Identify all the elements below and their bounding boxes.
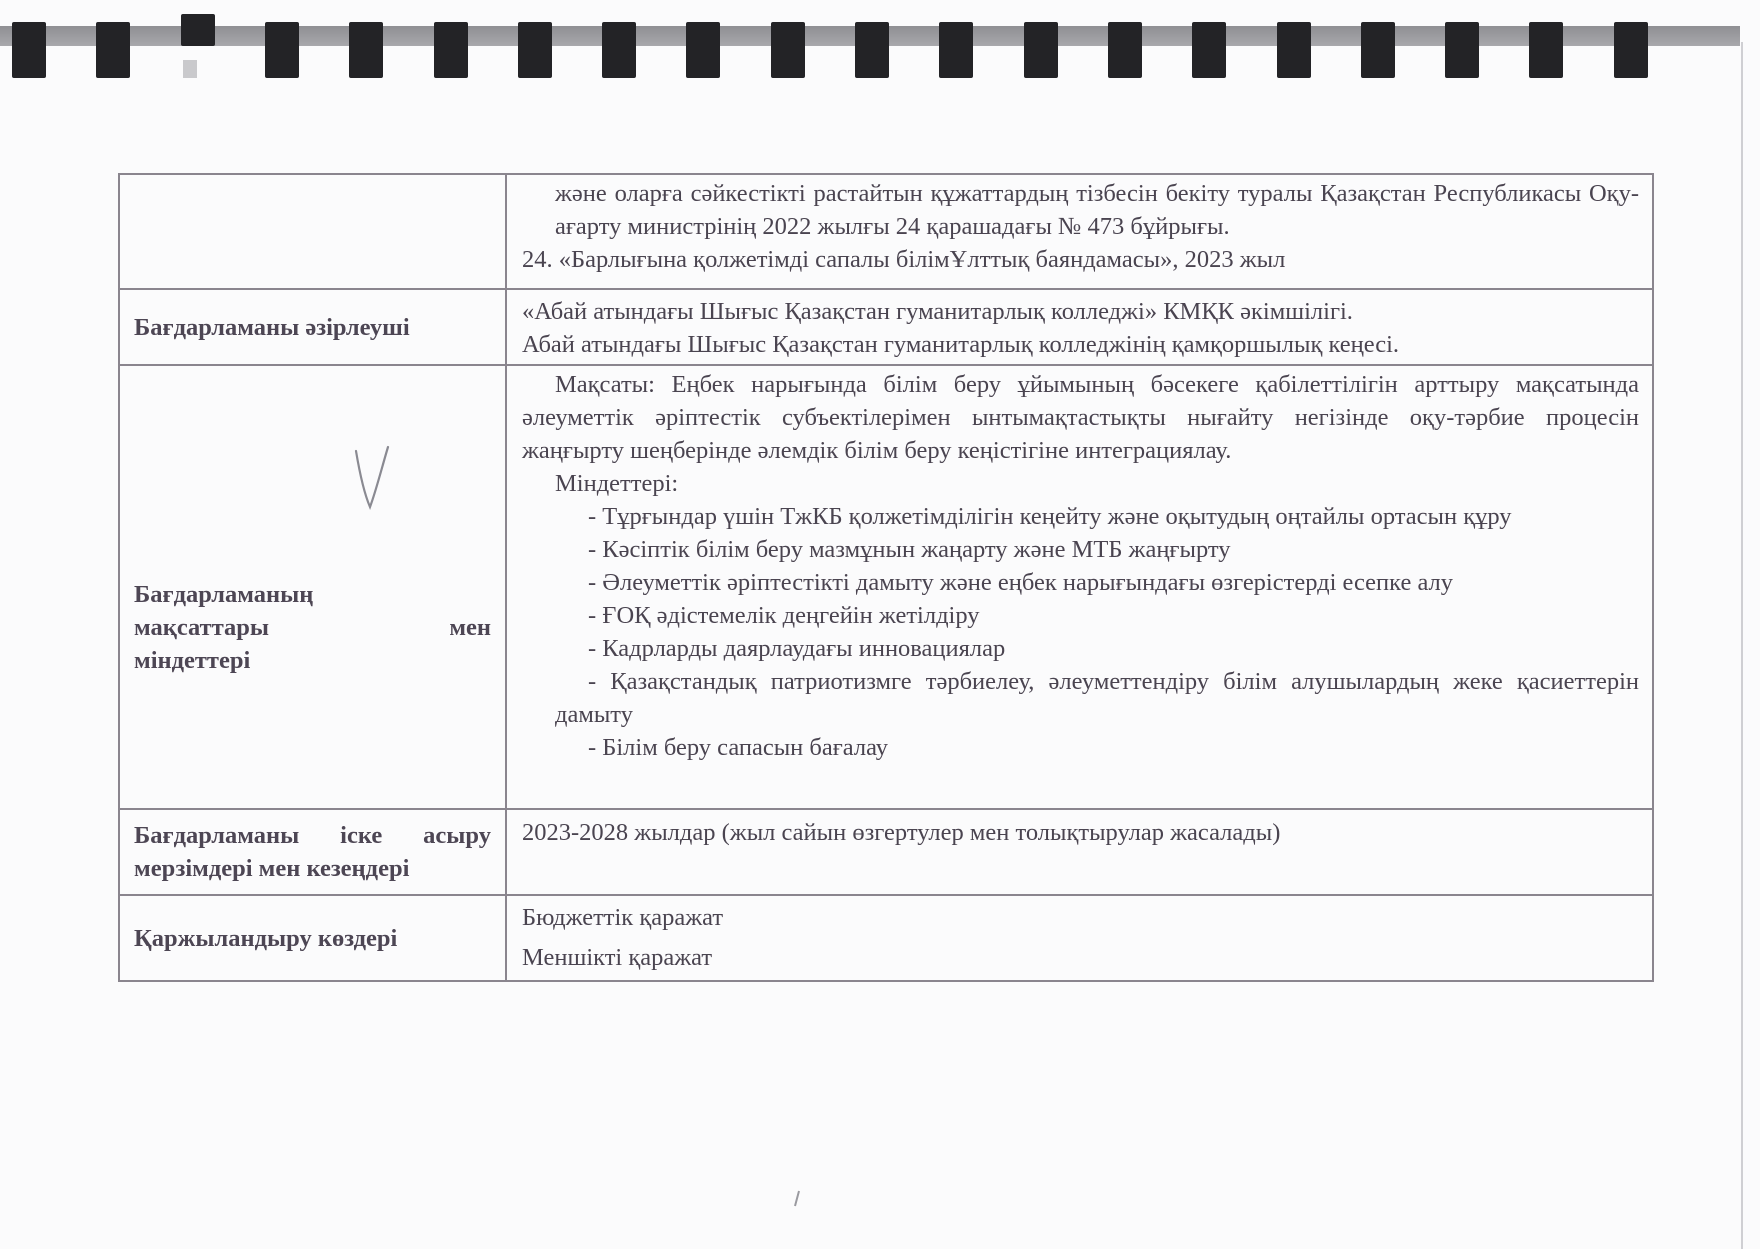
binding-ring [1192,22,1226,78]
binding-ring [1277,22,1311,78]
binding-ring [1529,22,1563,78]
references-cell [506,174,1653,289]
binding-ring [434,22,468,78]
developer-line-1: «Абай атындағы Шығыс Қазақстан гуманитарлық колледжі» КМҚК әкімшілігі. [522,298,1353,325]
funding-cell [506,895,1653,981]
goal-text: Мақсаты: Еңбек нарығында білім беру ұйымының бәсекеге қабілеттілігін арттыру мақсатында әлеуметтік әріптестік субъектілерімен ынтымақтастықты нығайту негізінде оқу-тәрбие процесін жаңғырту шеңберінде әлемдік білім беру кеңістігіне интеграциялау. [522,371,1639,464]
table-row-timeline [119,809,1653,895]
funding-source-2: Меншікті қаражат [522,944,713,971]
table-row-funding [119,895,1653,981]
binding-tab [183,60,197,78]
program-passport-table [118,173,1654,982]
table-row-goals-tasks [119,365,1653,809]
timeline-cell [506,809,1653,895]
binding-ring [771,22,805,78]
binding-ring [1445,22,1479,78]
binding-ring [265,22,299,78]
table-row-developer [119,289,1653,365]
goals-tasks-cell [506,365,1653,809]
binding-ring [12,22,46,78]
binding-ring [602,22,636,78]
row-label-timeline: Бағдарламаны іске асыру мерзімдері мен кезеңдері [119,809,506,895]
row-label-empty [119,174,506,289]
task-item: - Қазақстандық патриотизмге тәрбиелеу, әлеуметтендіру білім алушылардың жеке қасиеттерін дамыту [555,668,1639,728]
funding-source-1: Бюджеттік қаражат [522,904,724,931]
label-line-2a: мақсаттары [134,613,270,641]
table-row-references [119,174,1653,289]
task-item: - Кәсіптік білім беру мазмұнын жаңарту және МТБ жаңғырту [588,536,1231,563]
binding-ring [181,14,215,46]
task-item: - Тұрғындар үшін ТжКБ қолжетімділігін кеңейту және оқытудың оңтайлы ортасын құру [588,503,1512,530]
timeline-text: 2023-2028 жылдар (жыл сайын өзгертулер мен толықтырулар жасалады) [522,819,1281,846]
binding-ring [1108,22,1142,78]
reference-23-continued: және оларға сәйкестікті растайтын құжаттардың тізбесін бекіту туралы Қазақстан Республикасы Оқу-ағарту министрінің 2022 жылғы 24 қарашадағы № 473 бұйрығы. [555,180,1639,240]
binding-ring [939,22,973,78]
spiral-binding [0,0,1760,90]
task-item: - Білім беру сапасын бағалау [588,734,889,761]
developer-cell [506,289,1653,365]
binding-ring [1024,22,1058,78]
label-line-1: Бағдарламаның [134,580,314,608]
task-item: - ҒОҚ әдістемелік деңгейін жетілдіру [588,602,980,629]
label-line-2b: мен [449,613,491,641]
binding-ring [855,22,889,78]
binding-ring [1614,22,1648,78]
page-edge [1741,42,1743,1249]
row-label-funding: Қаржыландыру көздері [119,895,506,981]
row-label-goals-tasks [119,365,506,809]
reference-24: 24. «Барлығына қолжетімді сапалы білімҰлттық баяндамасы», 2023 жыл [522,246,1286,273]
developer-line-2: Абай атындағы Шығыс Қазақстан гуманитарлық колледжінің қамқоршылық кеңесі. [522,331,1400,358]
row-label-developer: Бағдарламаны әзірлеуші [119,289,506,365]
binding-ring [518,22,552,78]
label-line-3: міндеттері [134,646,251,674]
task-item: - Әлеуметтік әріптестікті дамыту және еңбек нарығындағы өзгерістерді есепке алу [588,569,1454,596]
binding-ring [96,22,130,78]
task-item: - Кадрларды даярлаудағы инновациялар [588,635,1006,662]
tasks-heading: Міндеттері: [555,470,679,497]
scan-speck [792,1190,802,1208]
binding-ring [686,22,720,78]
binding-ring [1361,22,1395,78]
binding-ring [349,22,383,78]
